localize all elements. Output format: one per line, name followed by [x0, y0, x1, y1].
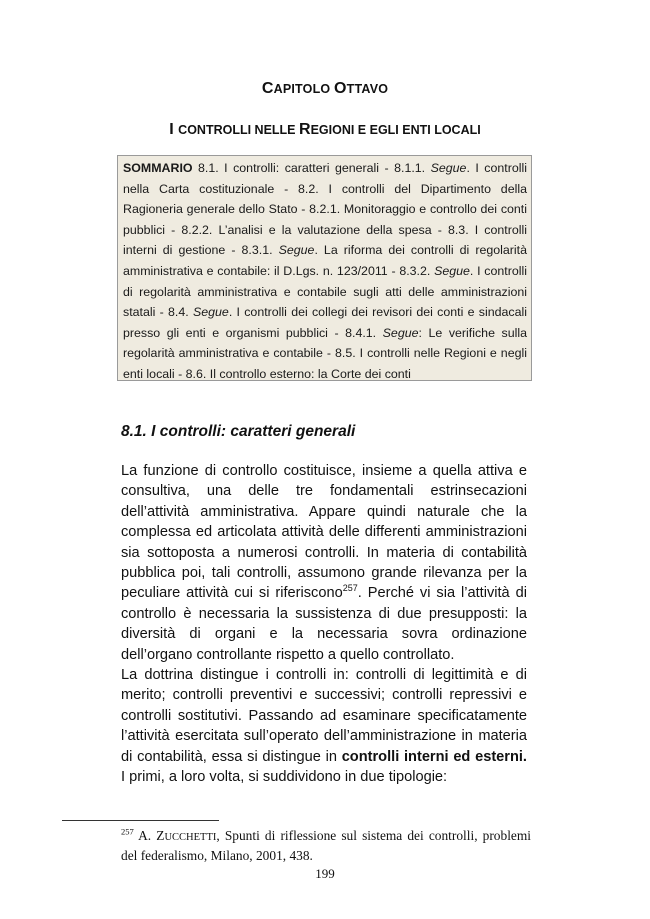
title-part-4: EGIONI E EGLI ENTI LOCALI — [310, 123, 481, 137]
body-text — [121, 461, 527, 788]
summary-italic-3: Segue — [434, 263, 470, 278]
paragraph-2-text-b: I primi, a loro volta, si suddividono in due tipologie: — [121, 769, 448, 786]
summary-text-6: : Le verifiche sulla regolarità amministrativa e contabile - 8.5. I controlli nelle Regioni e negli enti locali - 8.6. Il controllo esterno: la Corte dei conti — [123, 325, 527, 381]
paragraph-1-text-a: La funzione di controllo costituisce, insieme a quella attiva e consultiva, una delle tre fondamentali estrinsecazioni dell’attività amministrativa. Appare quindi naturale che la complessa ed articolata attività delle differenti amministrazioni sia sottoposta a numerosi controlli. In materia di contabilità pubblica poi, tali controlli, assumono grande rilevanza per la peculiare attività cui si riferiscono — [121, 463, 527, 602]
summary-italic-2: Segue — [278, 243, 315, 258]
chapter-number-initial: O — [334, 80, 347, 97]
summary-text-4: . I controlli di regolarità amministrativa e contabile sugli atti delle amministrazioni statali - 8.4. — [123, 263, 527, 320]
chapter-heading — [0, 80, 650, 98]
chapter-number-rest: TTAVO — [346, 82, 389, 96]
footnote — [121, 827, 531, 865]
chapter-title — [0, 121, 650, 139]
summary-text-5: . I controlli dei collegi dei revisori dei conti e sindacali presso gli enti e organismi pubblici - 8.4.1. — [123, 305, 527, 340]
title-part-2: CONTROLLI NELLE — [178, 123, 299, 137]
section-heading: 8.1. I controlli: caratteri generali — [121, 423, 356, 440]
summary-box — [117, 155, 532, 381]
footnote-text: , Spunti di riflessione sul sistema dei controlli, problemi del federalismo, Milano, 2001, 438. — [121, 828, 531, 864]
page-number: 199 — [315, 866, 335, 881]
title-part-1: I — [169, 121, 179, 138]
footnote-divider — [62, 820, 219, 821]
summary-text-1: 8.1. I controlli: caratteri generali - 8.1.1. — [192, 161, 431, 175]
paragraph-1-text-b: . Perché vi sia l’attività di controllo è necessaria la sussistenza di due presupposti: la diversità di organi e la necessaria sovra ordinazione dell’organo controllante rispetto a quello controllato. — [121, 585, 527, 663]
summary-label: SOMMARIO — [123, 161, 193, 175]
summary-text-2: . I controlli nella Carta costituzionale - 8.2. I controlli del Dipartimento della Ragioneria generale dello Stato - 8.2.1. Monitoraggio e controllo dei conti pubblici - 8.2.2. L’analisi e la valutazione della spesa - 8.3. I controlli interni di gestione - 8.3.1. — [123, 161, 527, 258]
title-part-3: R — [299, 121, 311, 138]
summary-italic-5: Segue — [382, 325, 419, 340]
chapter-word-rest: APITOLO — [273, 82, 334, 96]
summary-italic-1: Segue — [430, 161, 467, 175]
paragraph-1 — [121, 461, 527, 665]
footnote-reference[interactable]: 257 — [342, 583, 358, 594]
footnote-author-first-letter: Z — [156, 828, 165, 843]
paragraph-2-bold: controlli interni ed esterni. — [341, 748, 527, 765]
chapter-initial: C — [261, 80, 274, 97]
footnote-author-initial: A. — [133, 828, 157, 843]
paragraph-2-text-a: La dottrina distingue i controlli in: controlli di legittimità e di merito; controlli preventivi e successivi; controlli repressivi e controlli sostitutivi. Passando ad esaminare specificatamente l’attività esercitata sull’operato dell’amministrazione in materia di contabilità, essa si distingue in — [121, 667, 527, 765]
paragraph-2 — [121, 665, 527, 787]
summary-text-3: . La riforma dei controlli di regolarità amministrativa e contabile: il D.Lgs. n. 123/2011 - 8.3.2. — [123, 243, 528, 278]
footnote-number: 257 — [121, 826, 134, 837]
summary-italic-4: Segue — [192, 305, 229, 320]
footnote-author-rest: UCCHETTI — [164, 832, 217, 843]
